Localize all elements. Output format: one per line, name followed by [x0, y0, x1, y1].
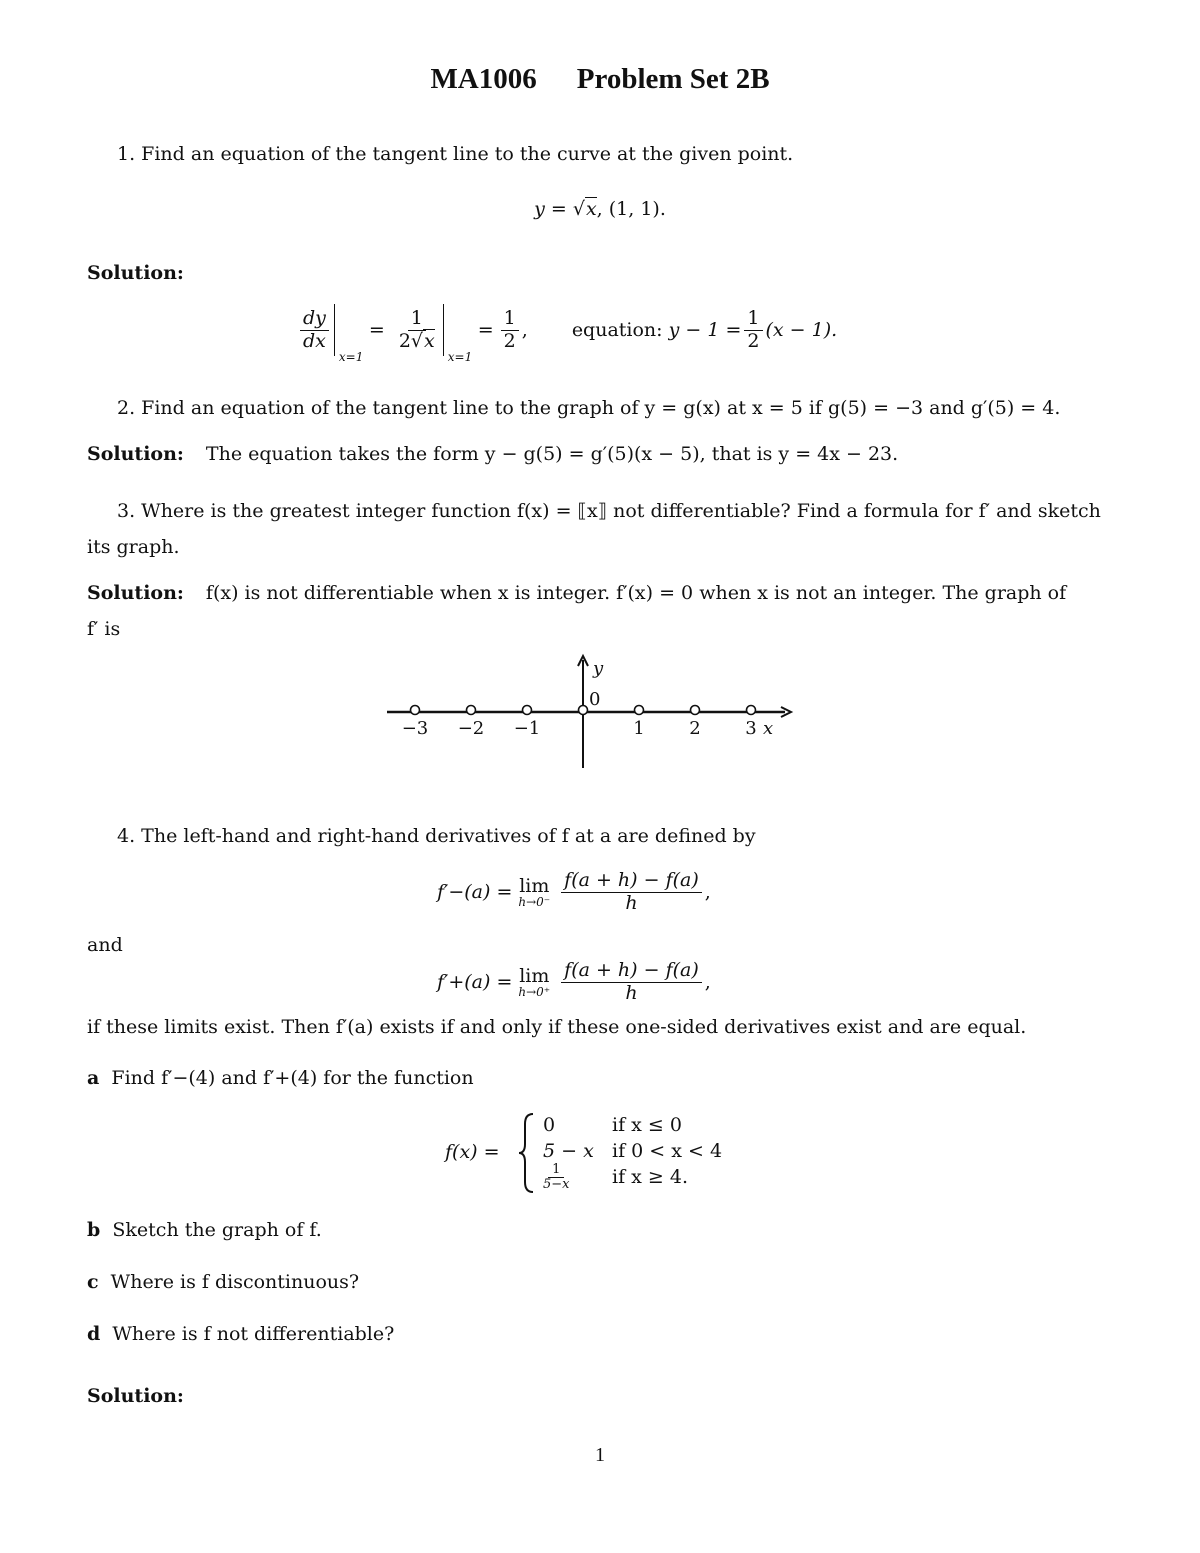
evaluation-bar-2 [443, 304, 473, 364]
limit-operator [518, 965, 550, 999]
problem-4-solution-label [87, 1385, 184, 1407]
comma: , [521, 319, 528, 341]
comma: , [704, 971, 711, 993]
open-point-1 [467, 706, 476, 715]
display-radicand: x [585, 198, 597, 220]
part-label: d [87, 1323, 101, 1345]
lim-word: lim [519, 875, 550, 897]
frac-den: 2 [503, 329, 516, 352]
piecewise-lhs: f(x) = [445, 1141, 500, 1163]
problem-2-question: 2. Find an equation of the tangent line to the graph of y = g(x) at x = 5 if g(5) = −3 and g′(5) = 4. [117, 397, 1061, 419]
open-point-3 [579, 706, 588, 715]
y-axis-label: y [593, 658, 604, 679]
solution-label: Solution: [87, 1385, 184, 1407]
limit-operator [518, 875, 550, 909]
origin-label: 0 [589, 689, 601, 710]
part-d [87, 1323, 394, 1345]
frac-num: f(a + h) − f(a) [561, 960, 702, 983]
solution-text: f(x) is not differentiable when x is integer. f′(x) = 0 when x is not an integer. The graph of [205, 582, 1067, 604]
problem-4-closing: if these limits exist. Then f′(a) exists if and only if these one-sided derivatives exist and are equal. [87, 1016, 1027, 1038]
one-half [501, 308, 519, 353]
open-point-2 [523, 706, 532, 715]
comma: , [704, 881, 711, 903]
den-coeff: 2 [398, 329, 411, 352]
problem-3-solution-line1 [87, 582, 1066, 604]
equation-label: equation: [571, 319, 663, 341]
difference-quotient [561, 870, 702, 915]
lim-under: h→0⁺ [518, 985, 551, 999]
part-label: b [87, 1219, 101, 1241]
right-hand-derivative-def [437, 952, 711, 1012]
solution-text: The equation takes the form y − g(5) = g′(5)(x − 5), that is y = 4x − 23. [205, 443, 899, 465]
case-1-expr: 0 [543, 1114, 556, 1136]
left-hand-derivative-def [437, 862, 711, 922]
frac-num: 1 [408, 308, 426, 331]
open-point-6 [747, 706, 756, 715]
x-tick-label-5: 3 [745, 718, 757, 739]
problem-3-solution-line2: f′ is [87, 618, 121, 640]
frac-den: h [625, 981, 638, 1004]
equation-lhs: y − 1 = [668, 319, 742, 341]
frac-num: 1 [548, 1163, 564, 1178]
frac-den: 2 [747, 329, 760, 352]
course-code: MA1006 [430, 63, 537, 95]
part-text: Sketch the graph of f. [112, 1219, 322, 1241]
lhd-lhs: f′−(a) = [437, 881, 513, 903]
case-3-expr [543, 1163, 570, 1193]
eval-point: x=1 [338, 350, 364, 364]
part-label: a [87, 1067, 100, 1089]
frac-den: dx [303, 329, 326, 352]
x-tick-label-0: −3 [401, 718, 429, 739]
x-tick-label-3: 1 [633, 718, 645, 739]
frac-num: dy [300, 308, 329, 331]
solution-label: Solution: [87, 262, 184, 284]
equals-sign: = [368, 319, 385, 341]
part-text: Where is f not differentiable? [112, 1323, 395, 1345]
dy-dx-fraction [300, 308, 329, 353]
case-2-expr: 5 − x [543, 1140, 594, 1162]
problem-4-intro: 4. The left-hand and right-hand derivatives of f at a are defined by [117, 825, 756, 847]
equals-sign: = [477, 319, 494, 341]
problem-1-derivative [297, 300, 838, 364]
part-label: c [87, 1271, 99, 1293]
part-b [87, 1219, 322, 1241]
evaluation-bar [334, 304, 364, 364]
page-number: 1 [595, 1444, 605, 1466]
problem-3-question-line1: 3. Where is the greatest integer function f(x) = ⟦x⟧ not differentiable? Find a formula for f′ and sketch [117, 500, 1101, 522]
part-a [87, 1067, 474, 1089]
open-point-4 [635, 706, 644, 715]
x-axis-label: x [763, 718, 774, 739]
open-point-0 [411, 706, 420, 715]
frac-num: f(a + h) − f(a) [561, 870, 702, 893]
case-2-cond: if 0 < x < 4 [612, 1140, 723, 1162]
and-word: and [87, 934, 123, 956]
problem-1-solution-label [87, 262, 184, 284]
problem-set-name: Problem Set 2B [576, 63, 770, 95]
part-text: Find f′−(4) and f′+(4) for the function [111, 1067, 474, 1089]
page-title [0, 63, 1200, 96]
rhd-lhs: f′+(a) = [437, 971, 513, 993]
f-prime-graph [0, 650, 1200, 780]
frac-den: 2√x [398, 329, 435, 352]
case-3-cond: if x ≥ 4. [612, 1166, 688, 1188]
x-tick-label-1: −2 [457, 718, 485, 739]
display-point: , (1, 1). [596, 198, 666, 220]
frac-num: 1 [744, 308, 762, 331]
eval-point: x=1 [447, 350, 473, 364]
part-text: Where is f discontinuous? [110, 1271, 360, 1293]
problem-1-question: 1. Find an equation of the tangent line to the curve at the given point. [117, 143, 794, 165]
part-c [87, 1271, 359, 1293]
x-tick-label-2: −1 [513, 718, 541, 739]
problem-1-display: y = √x, (1, 1). [534, 198, 666, 220]
solution-label: Solution: [87, 582, 184, 604]
one-over-two-root-x [396, 308, 438, 353]
equation-half [744, 308, 762, 353]
lim-under: h→0⁻ [518, 895, 551, 909]
display-lhs: y = [534, 198, 573, 220]
equation-rhs: (x − 1). [765, 319, 838, 341]
lim-word: lim [519, 965, 550, 987]
problem-2-solution [87, 443, 898, 465]
solution-label: Solution: [87, 443, 184, 465]
frac-num: 1 [501, 308, 519, 331]
open-point-5 [691, 706, 700, 715]
den-radicand: x [424, 329, 435, 352]
x-tick-label-4: 2 [689, 718, 701, 739]
case-1-cond: if x ≤ 0 [612, 1114, 682, 1136]
frac-den: 5−x [543, 1177, 570, 1193]
difference-quotient [561, 960, 702, 1005]
problem-3-question-line2: its graph. [87, 536, 180, 558]
left-brace [517, 1112, 537, 1194]
frac-den: h [625, 891, 638, 914]
